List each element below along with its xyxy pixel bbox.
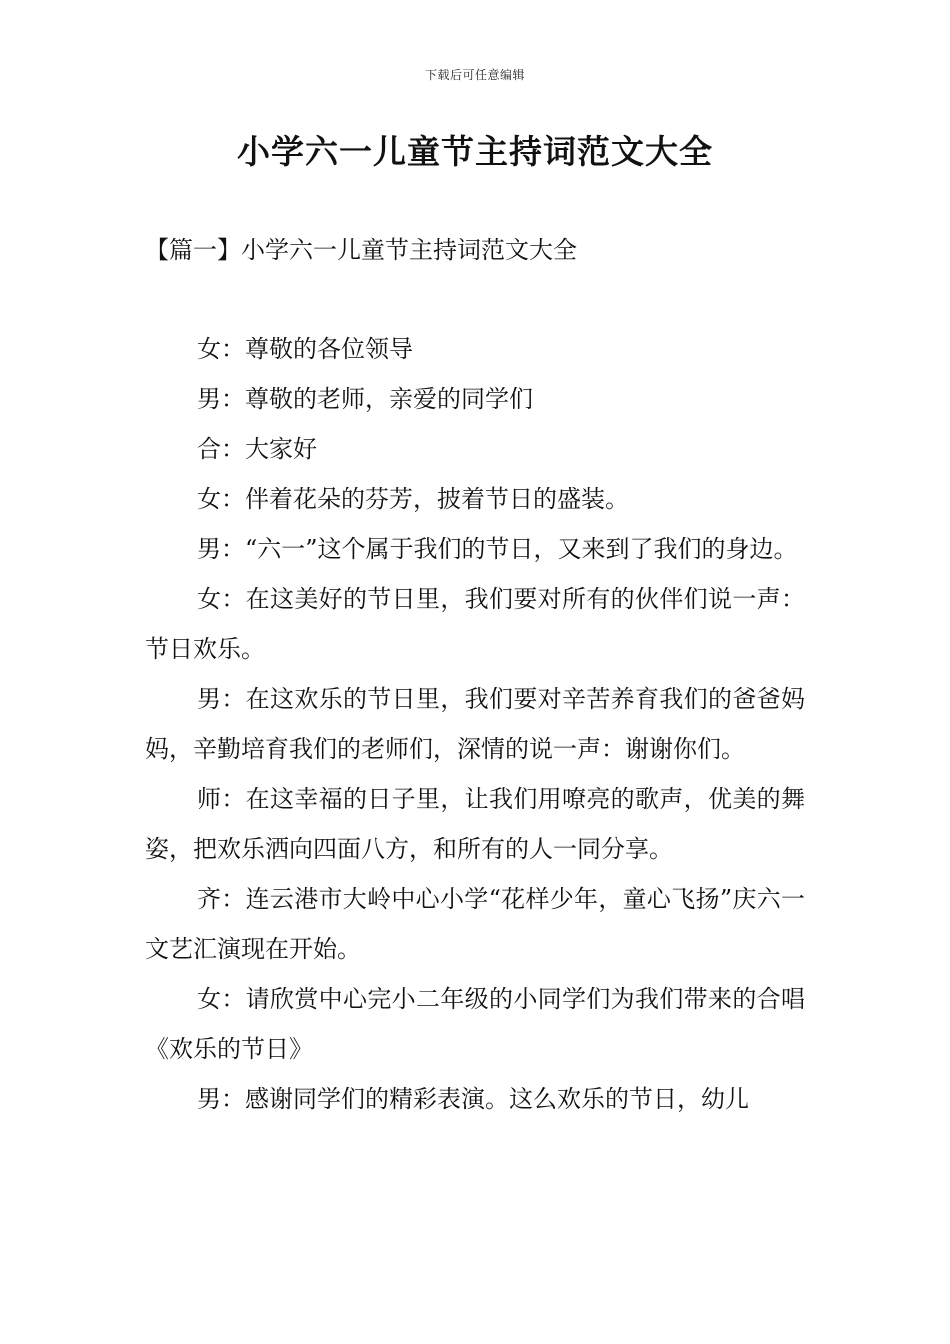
section-heading: 【篇一】小学六一儿童节主持词范文大全 bbox=[145, 236, 577, 264]
document-title: 小学六一儿童节主持词范文大全 bbox=[237, 132, 713, 171]
paragraph: 女：伴着花朵的芬芳，披着节日的盛装。 bbox=[197, 485, 629, 513]
paragraph: 男：尊敬的老师，亲爱的同学们 bbox=[197, 385, 533, 413]
header-note: 下载后可任意编辑 bbox=[424, 68, 525, 82]
paragraph: 齐：连云港市大岭中心小学“花样少年，童心飞扬”庆六一文艺汇演现在开始。 bbox=[145, 885, 805, 963]
document-body bbox=[145, 324, 805, 1124]
paragraph: 师：在这幸福的日子里，让我们用嘹亮的歌声，优美的舞姿，把欢乐洒向四面八方，和所有的人一同分享。 bbox=[145, 785, 805, 863]
paragraph: 男：在这欢乐的节日里，我们要对辛苦养育我们的爸爸妈妈，辛勤培育我们的老师们，深情的说一声：谢谢你们。 bbox=[145, 685, 805, 763]
paragraph: 男：“六一”这个属于我们的节日，又来到了我们的身边。 bbox=[197, 535, 798, 563]
paragraph: 男：感谢同学们的精彩表演。这么欢乐的节日，幼儿 bbox=[197, 1085, 749, 1113]
paragraph: 合：大家好 bbox=[197, 435, 317, 463]
paragraph: 女：在这美好的节日里，我们要对所有的伙伴们说一声：节日欢乐。 bbox=[145, 585, 805, 663]
paragraph: 女：请欣赏中心完小二年级的小同学们为我们带来的合唱《欢乐的节日》 bbox=[145, 985, 805, 1063]
paragraph: 女：尊敬的各位领导 bbox=[197, 335, 413, 363]
